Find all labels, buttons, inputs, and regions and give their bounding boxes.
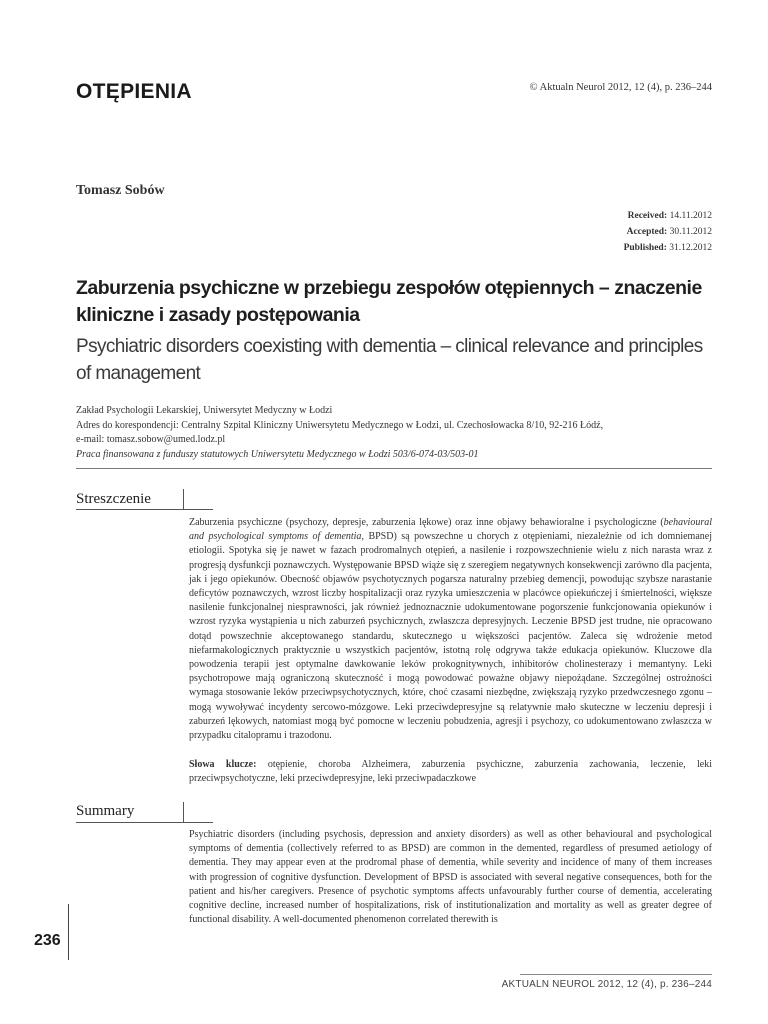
- summary-bracket-horizontal: [183, 822, 213, 823]
- funding-note: Praca finansowana z funduszy statutowych Uniwersytetu Medycznego w Łodzi 503/6-074-03/503-01: [76, 448, 479, 460]
- footer-citation: AKTUALN NEUROL 2012, 12 (4), p. 236–244: [501, 979, 712, 990]
- published-date: [624, 240, 712, 256]
- streszczenie-heading-underline: [76, 509, 183, 510]
- published-value: 31.12.2012: [669, 243, 712, 253]
- accepted-value: 30.11.2012: [669, 227, 712, 237]
- abstract-text-italic: behavioural and psychological symptoms of dementia: [189, 517, 712, 543]
- summary-heading-underline: [76, 822, 183, 823]
- correspondence-email[interactable]: e-mail: tomasz.sobow@umed.lodz.pl: [76, 434, 226, 445]
- summary-abstract: Psychiatric disorders (including psychosis, depression and anxiety disorders) as well as other behavioural and psychological symptoms of dementia (collectively referred to as BPSD) are common in the demented, regardless of presumed aetiology of dementia. They may appear even at the prodromal phase of dementia, while severity and incidence of many of them increases with progression of cognitive dysfunction. Development of BPSD is associated with several negative consequences, both for the patient and his/her caregivers. Presence of psychotic symptoms affects unfavourably further course of dementia, accelerating cognitive decline, increased number of hospitalizations, risk of institutionalization and mortality as well as greater degree of functional disability. A well-documented phenomenon correlated therewith is: [189, 829, 712, 926]
- received-value: 14.11.2012: [669, 211, 712, 221]
- article-dates: [624, 208, 712, 256]
- published-label: Published:: [623, 243, 667, 253]
- footer-divider: [520, 974, 712, 975]
- journal-citation: © Aktualn Neurol 2012, 12 (4), p. 236–244: [529, 82, 712, 93]
- section-label: OTĘPIENIA: [76, 80, 192, 103]
- summary-bracket-vertical: [183, 802, 184, 822]
- streszczenie-bracket-vertical: [183, 489, 184, 509]
- abstract-text-part1: Zaburzenia psychiczne (psychozy, depresje, zaburzenia lękowe) oraz inne objawy behawioralne i psychologiczne (: [189, 517, 664, 528]
- author-name: Tomasz Sobów: [76, 183, 165, 198]
- abstract-text-part2: , BPSD) są powszechne u chorych z otępieniami, niezależnie od ich domniemanej etiologii. Spotyka się je nawet w fazach prodromalnych otępień, a nasilenie i rozpowszechnienie wielu z nich narasta wraz z progresją dysfunkcji poznawczych. Występowanie BPSD wiąże się z szeregiem negatywnych konsekwencji zarówno dla pacjenta, jak i jego opiekunów. Obecność objawów psychotycznych pogarsza naturalny przebieg demencji, powodując szybsze narastanie deficytów poznawczych, wzrost liczby hospitalizacji oraz ryzyka umieszczenia w placówce opiekuńczej i śmiertelności, większe nasilenie funkcjonalnej niesprawności, jak również jednoznacznie udokumentowane pogorszenie funkcjonowania opiekunów i wzrost ryzyka wystąpienia u nich zaburzeń psychicznych, zwłaszcza depresyjnych. Leczenie BPSD jest trudne, nie opracowano dotąd powszechnie akceptowanego standardu, skutecznego u większości pacjentów. Zaleca się wdrożenie metod niefarmakologicznych praktycznie u wszystkich pacjentów, istotną rolę odgrywa także edukacja opiekunów. Kluczowe dla powodzenia terapii jest optymalne dawkowanie leków prokognitywnych, inhibitorów cholinesterazy i memantyny. Leki psychotropowe mają ograniczoną skuteczność i mogą powodować poważne objawy niepożądane. Szczególnej ostrożności wymaga stosowanie leków przeciwpsychotycznych, które, choć czasami niezbędne, zwiększają ryzyko przedwczesnego zgonu – mogą wywoływać incydenty sercowo-mózgowe. Leki przeciwdepresyjne są relatywnie mało skuteczne w leczeniu depresji i zaburzeń lękowych, natomiast mogą być pomocne w leczeniu pobudzenia, agresji i psychozy, co udokumentowano zwłaszcza w przypadku citalopramu i trazodonu.: [189, 531, 712, 742]
- header-divider: [76, 468, 712, 469]
- accepted-label: Accepted:: [626, 227, 668, 237]
- accepted-date: [624, 224, 712, 240]
- keywords-list: otępienie, choroba Alzheimera, zaburzenia psychiczne, zaburzenia zachowania, leczenie, leki przeciwpsychotyczne, leki przeciwdepresyjne, leki przeciwpadaczkowe: [189, 759, 712, 785]
- streszczenie-bracket-horizontal: [183, 509, 213, 510]
- received-label: Received:: [627, 211, 668, 221]
- streszczenie-abstract: [189, 516, 712, 743]
- page-number-bar: [68, 904, 69, 960]
- article-title-polish: Zaburzenia psychiczne w przebiegu zespołów otępiennych – znaczenie kliniczne i zasady postępowania: [76, 277, 702, 326]
- page-number: 236: [34, 932, 61, 949]
- correspondence-address: Adres do korespondencji: Centralny Szpital Kliniczny Uniwersytetu Medycznego w Łodzi, ul. Czechosłowacka 8/10, 92-216 Łódź,: [76, 419, 604, 431]
- article-title-english: Psychiatric disorders coexisting with dementia – clinical relevance and principles of management: [76, 336, 703, 384]
- affiliation-institution: Zakład Psychologii Lekarskiej, Uniwersytet Medyczny w Łodzi: [76, 405, 333, 416]
- affiliation-block: [76, 404, 716, 462]
- summary-heading: Summary: [76, 803, 135, 819]
- streszczenie-heading: Streszczenie: [76, 491, 151, 507]
- received-date: [624, 208, 712, 224]
- keywords-paragraph: [189, 758, 712, 786]
- keywords-label: Słowa klucze:: [189, 759, 257, 770]
